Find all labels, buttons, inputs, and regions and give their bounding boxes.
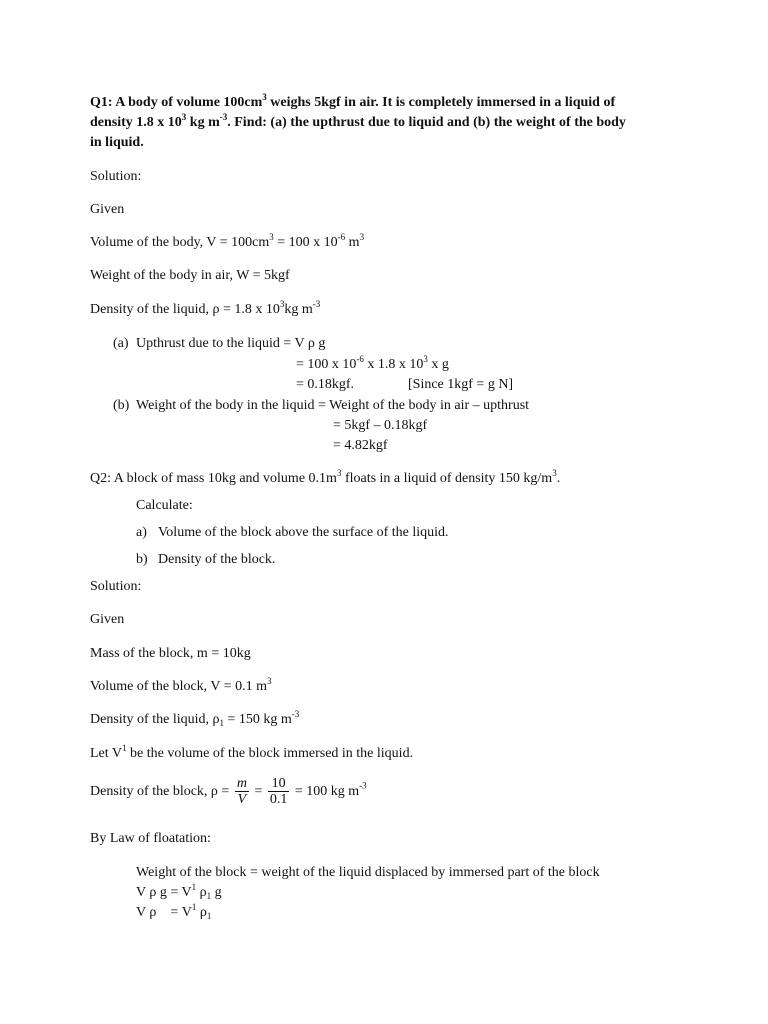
q1-part-a-text: Upthrust due to the liquid = V ρ g <box>136 336 326 351</box>
q2-given-mass: Mass of the block, m = 10kg <box>90 646 251 661</box>
q2-let-v1: Let $V^1$ be the volume of the block immersed in the liquid. <box>90 743 414 761</box>
q1-part-a-label: (a) <box>113 336 129 351</box>
q1-part-a-step-2: = 0.18kgf. <box>296 377 355 392</box>
q1-given-density: Density of the liquid, ρ = 1.8 x $10^3kg$ $m^{-3}$ <box>90 299 321 317</box>
q2-given-volume: Volume of the block, V = 0.1 $m^3$ <box>90 676 272 694</box>
q2-question: Q2: A block of mass 10kg and volume $0.1m^3$ floats in a liquid of density 150 $kg/m^3$. <box>90 468 561 486</box>
q2-equation-3: V ρ = $V^1$ $\rho_1$ <box>136 902 212 921</box>
q1-part-b-step-1: = 5kgf – 0.18kgf <box>333 418 428 433</box>
q2-part-b-label: b) <box>136 552 148 567</box>
q2-part-b-text: Density of the block. <box>158 552 276 567</box>
q2-part-a-label: a) <box>136 525 147 540</box>
q1-part-b-label: (b) <box>113 398 130 413</box>
q2-equation-2: V ρ $g = V^1$ $\rho_1$ g <box>136 882 222 901</box>
q2-law-heading: By Law of floatation: <box>90 831 211 846</box>
q1-given-heading: Given <box>90 202 125 217</box>
q1-part-a-step-1: = 100 x $10^{-6}$ x 1.8 x $10^3$ x g <box>296 354 449 372</box>
q1-solution-heading: Solution: <box>90 169 142 184</box>
q1-given-volume: Volume of the body, $V = 100cm^3 = 100$ x $10^{-6}$ $m^3$ <box>90 232 365 250</box>
q1-part-a-note: [Since 1kgf = g N] <box>408 377 514 392</box>
q2-given-density-liquid: Density of the liquid, $\rho_1 = 150$ kg $m^{-3}$ <box>90 709 300 728</box>
fraction-m-over-v: $\frac{m}{V}$ <box>236 776 247 807</box>
q2-equation-1: Weight of the block = weight of the liquid displaced by immersed part of the block <box>136 865 600 880</box>
q2-given-heading: Given <box>90 612 125 627</box>
q2-calculate: Calculate: <box>136 498 193 513</box>
q1-line-2: density 1.8 x $10^3$ kg $m^{-3}$. Find: (a) the upthrust due to liquid and (b) the weight of the body <box>90 112 626 130</box>
fraction-10-over-0.1: $\frac{10}{0.1}$ <box>269 776 288 807</box>
q2-density-block: Density of the block, ρ = $\frac{m}{V}$ = $\frac{10}{0.1}$ = 100 kg $m^{-3}$ <box>90 776 367 807</box>
q1-part-b-text: Weight of the body in the liquid = Weight of the body in air – upthrust <box>136 398 530 413</box>
q1-given-weight: Weight of the body in air, W = 5kgf <box>90 268 290 283</box>
q1-part-b-step-2: = 4.82kgf <box>333 438 388 453</box>
q2-solution-heading: Solution: <box>90 579 142 594</box>
q1-line-3: in liquid. <box>90 135 144 150</box>
q2-part-a-text: Volume of the block above the surface of the liquid. <box>158 525 449 540</box>
q1-line-1: Q1: A body of volume $100cm^3$ weighs 5kgf in air. It is completely immersed in a liquid of <box>90 92 616 110</box>
